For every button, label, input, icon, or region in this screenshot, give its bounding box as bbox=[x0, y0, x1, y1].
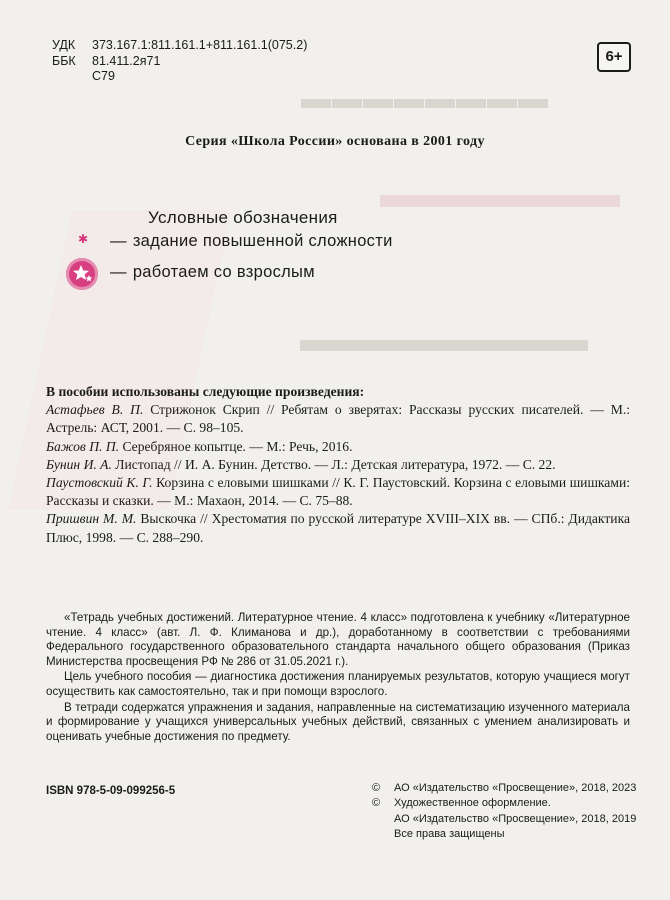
isbn: ISBN 978-5-09-099256-5 bbox=[46, 785, 176, 797]
legend-item-hard-task bbox=[110, 232, 393, 251]
source-entry: Пришвин М. М. Выскочка // Хрестоматия по русской литературе XVIII–XIX вв. — СПб.: Дидактика Плюс, 1998. — С. 288–290. bbox=[46, 511, 630, 545]
legend-text: задание повышенной сложности bbox=[132, 232, 393, 250]
copyright-line: АО «Издательство «Просвещение», 2018, 2019 bbox=[394, 812, 637, 825]
info-paragraph: «Тетрадь учебных достижений. Литературное чтение. 4 класс» подготовлена к учебнику «Литературное чтение. 4 класс» (авт. Л. Ф. Климанова и др.), доработанному в соответствии с требованиями Федерального государственного образовательного стандарта начального общего образования (Приказ Министерства просвещения РФ № 286 от 31.05.2021 г.). bbox=[46, 611, 630, 668]
source-entry: Бажов П. П. Серебряное копытце. — М.: Речь, 2016. bbox=[46, 438, 353, 454]
legend-dash: — bbox=[110, 232, 127, 250]
star-circle-icon bbox=[66, 258, 98, 290]
udk-value: 373.167.1:811.161.1+811.161.1(075.2) bbox=[92, 38, 308, 52]
copyright-line: Все права защищены bbox=[394, 827, 505, 840]
age-rating-badge: 6+ bbox=[597, 42, 631, 72]
classification-codes bbox=[52, 38, 307, 85]
show-through-decoration-2: ▬▬▬▬▬▬ bbox=[380, 171, 620, 216]
author-mark-row bbox=[52, 69, 307, 85]
legend-text: работаем со взрослым bbox=[132, 263, 315, 281]
copyright-line: © Художественное оформление. bbox=[372, 797, 551, 810]
source-entry: Бунин И. А. Листопад // И. А. Бунин. Детство. — Л.: Детская литература, 1972. — С. 22. bbox=[46, 456, 556, 472]
info-block bbox=[46, 611, 630, 745]
info-paragraph: В тетради содержатся упражнения и задания, направленные на систематизацию изученного материала и формирование у учащихся универсальных учебных действий, связанных с умением анализировать и оценивать учебные достижения по предмету. bbox=[46, 700, 630, 743]
source-author: Паустовский К. Г. bbox=[46, 475, 153, 491]
udk-row bbox=[52, 38, 307, 54]
copyright-block bbox=[372, 781, 636, 842]
source-author: Астафьев В. П. bbox=[46, 402, 144, 418]
show-through-decoration: ▬▬▬▬▬▬▬▬ bbox=[300, 82, 548, 115]
sources-heading: В пособии использованы следующие произведения: bbox=[46, 384, 365, 399]
sources-block bbox=[46, 383, 630, 547]
source-author: Бунин И. А. bbox=[46, 456, 112, 472]
author-mark: С79 bbox=[92, 69, 115, 83]
legend-item-adult bbox=[110, 263, 315, 282]
info-paragraph: Цель учебного пособия — диагностика достижения планируемых результатов, которую учащиеся могут осуществить как самостоятельно, так и при помощи взрослого. bbox=[46, 670, 630, 698]
asterisk-icon: ✱ bbox=[78, 232, 89, 246]
legend-title: Условные обозначения bbox=[148, 208, 338, 227]
copyright-line: © АО «Издательство «Просвещение», 2018, 2023 bbox=[372, 782, 637, 794]
source-author: Пришвин М. М. bbox=[46, 511, 137, 527]
source-entry: Паустовский К. Г. Корзина с еловыми шишками // К. Г. Паустовский. Корзина с еловыми шишками: Рассказы и сказки. — М.: Махаон, 2014. — С. 75–88. bbox=[46, 475, 630, 509]
legend-dash: — bbox=[110, 263, 127, 281]
bbk-value: 81.411.2я71 bbox=[92, 53, 161, 68]
source-entry: Астафьев В. П. Стрижонок Скрип // Ребятам о зверятах: Рассказы русских писателей. — М.: Астрель: АСТ, 2001. — С. 98–105. bbox=[46, 402, 630, 436]
bbk-row bbox=[52, 54, 307, 70]
series-line: Серия «Школа России» основана в 2001 году bbox=[185, 134, 485, 149]
bbk-label: ББК bbox=[52, 53, 76, 68]
show-through-decoration-3: ▬▬▬▬▬▬▬▬ bbox=[300, 319, 588, 359]
udk-label: УДК bbox=[52, 38, 76, 52]
source-author: Бажов П. П. bbox=[46, 438, 120, 454]
